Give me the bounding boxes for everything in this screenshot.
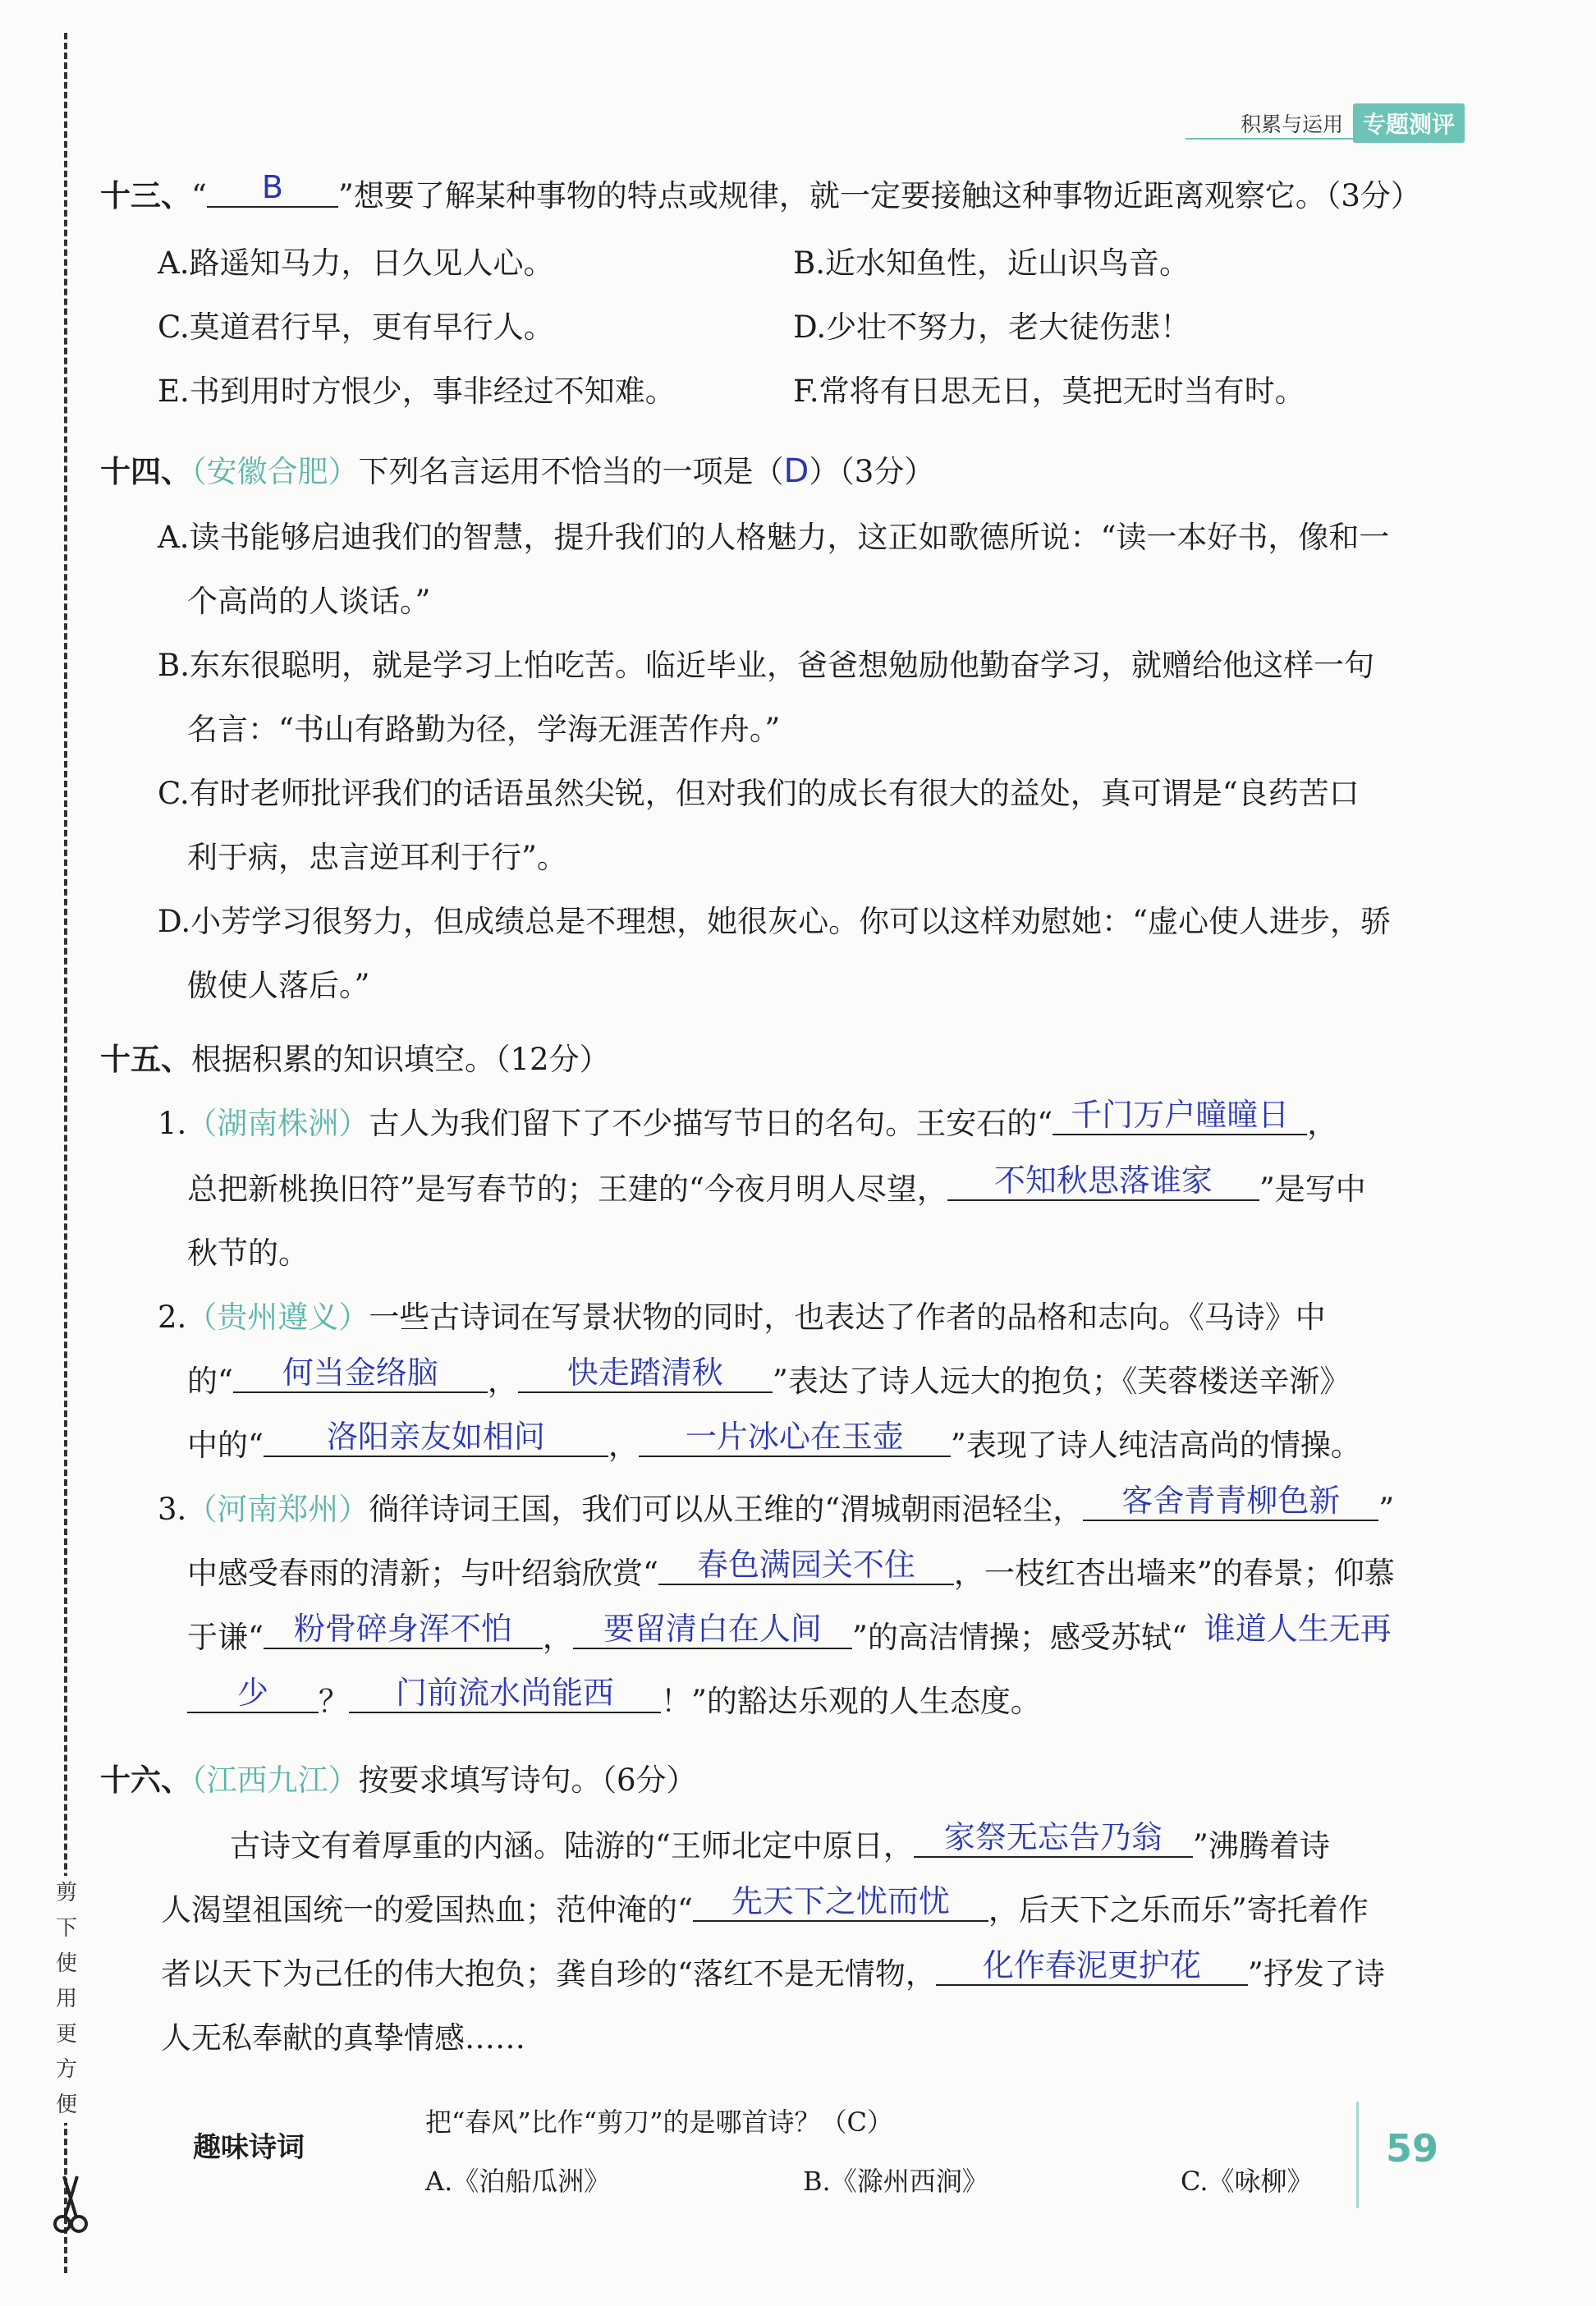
option-e: E.书到用时方恨少，事非经过不知难。 — [158, 374, 676, 409]
fun-option-b: B.《滁州西涧》 — [803, 2166, 988, 2197]
answer-blank: 快走踏清秋 — [518, 1357, 773, 1393]
question-15: 十五、根据积累的知识填空。（12分） — [100, 1041, 610, 1077]
q15-item-3-line-3: 于谦“ 粉骨碎身浑不怕 ， 要留清白在人间 ”的高洁情操；感受苏轼“ 谁道人生无再 — [187, 1612, 1409, 1657]
q15-item-3: 3.（河南郑州）徜徉诗词王国，我们可以从王维的“渭城朝雨浥轻尘， 客舍青青柳色新 ” — [158, 1483, 1395, 1527]
answer-choice: D — [783, 452, 809, 490]
answer-blank: 要留清白在人间 — [573, 1613, 852, 1649]
answer-blank: 家祭无忘告乃翁 — [914, 1822, 1193, 1858]
question-13: 十三、“ B ”想要了解某种事物的特点或规律，就一定要接触这种事物近距离观察它。（3分） — [100, 169, 1421, 213]
option-d-line-2: 傲使人落后。” — [187, 968, 370, 1003]
fun-option-c: C.《咏柳》 — [1181, 2166, 1314, 2197]
q15-item-1-line-2: 总把新桃换旧符”是写春节的；王建的“今夜月明人尽望， 不知秋思落谁家 ”是写中 — [187, 1162, 1366, 1207]
q16-line-4: 人无私奉献的真挚情感…… — [161, 2020, 525, 2056]
option-f: F.常将有日思无日，莫把无时当有时。 — [793, 374, 1305, 409]
option-b: B.近水知鱼性，近山识鸟音。 — [793, 245, 1190, 281]
scissors-icon — [53, 2171, 89, 2237]
answer-blank: 先天下之忧而忧 — [693, 1886, 988, 1922]
answer-blank: 千门万户曈曈日 — [1053, 1099, 1307, 1135]
option-b-line-2: 名言：“书山有路勤为径，学海无涯苦作舟。” — [187, 712, 781, 747]
answer-blank: 客舍青青柳色新 — [1083, 1485, 1378, 1521]
fun-poetry-title: 趣味诗词 — [193, 2131, 305, 2164]
q16-line-3: 者以天下为己任的伟大抱负；龚自珍的“落红不是无情物， 化作春泥更护花 ”抒发了诗 — [161, 1947, 1385, 1992]
option-b-line-1: B.东东很聪明，就是学习上怕吃苦。临近毕业，爸爸想勉励他勤奋学习，就赠给他这样一句 — [158, 648, 1374, 683]
q15-item-2-line-3: 中的“ 洛阳亲友如相问 ， 一片冰心在玉壶 ”表现了诗人纯洁高尚的情操。 — [187, 1419, 1361, 1463]
q16-line-2: 人渴望祖国统一的爱国热血；范仲淹的“ 先天下之忧而忧 ，后天下之乐而乐”寄托着作 — [161, 1883, 1369, 1928]
fun-poetry-question: 把“春风”比作“剪刀”的是哪首诗？（C） — [425, 2107, 893, 2138]
option-c-line-2: 利于病，忠言逆耳利于行”。 — [187, 840, 567, 875]
footer-divider — [1356, 2102, 1359, 2208]
option-d-line-1: D.小芳学习很努力，但成绩总是不理想，她很灰心。你可以这样劝慰她：“虚心使人进步，骄 — [158, 904, 1392, 939]
option-c: C.莫道君行早，更有早行人。 — [158, 309, 554, 345]
option-a-line-1: A.读书能够启迪我们的智慧，提升我们的人格魅力，这正如歌德所说：“读一本好书，像和一 — [158, 520, 1390, 555]
option-c-line-1: C.有时老师批评我们的话语虽然尖锐，但对我们的成长有很大的益处，真可谓是“良药苦口 — [158, 776, 1360, 811]
answer-blank: 粉骨碎身浑不怕 — [264, 1613, 543, 1649]
option-d: D.少壮不努力，老大徒伤悲！ — [793, 309, 1191, 345]
option-a: A.路遥知马力，日久见人心。 — [158, 245, 554, 281]
fun-option-a: A.《泊船瓜洲》 — [425, 2166, 611, 2197]
answer-blank: 少 — [187, 1677, 319, 1713]
question-14: 十四、（安徽合肥）下列名言运用不恰当的一项是（D）（3分） — [100, 452, 935, 490]
section-badge: 专题测评 — [1353, 103, 1465, 143]
section-title: 积累与运用 — [1240, 112, 1343, 136]
cut-hint: 剪 下 使 用 更 方 便 — [53, 1876, 80, 2123]
answer-blank: B — [207, 172, 338, 208]
q15-item-3-line-2: 中感受春雨的清新；与叶绍翁欣赏“ 春色满园关不住 ，一枝红杏出墙来”的春景；仰慕 — [187, 1547, 1395, 1591]
q15-item-1-line-3: 秋节的。 — [187, 1236, 309, 1271]
q16-line-1: 古诗文有着厚重的内涵。陆游的“王师北定中原日， 家祭无忘告乃翁 ”沸腾着诗 — [230, 1819, 1330, 1864]
page-number: 59 — [1386, 2126, 1439, 2171]
answer-blank: 不知秋思落谁家 — [947, 1165, 1259, 1201]
answer-blank: 谁道人生无再 — [1204, 1611, 1392, 1647]
answer-blank: 化作春泥更护花 — [936, 1950, 1248, 1986]
page-header — [1241, 103, 1465, 143]
answer-blank: 门前流水尚能西 — [349, 1677, 661, 1713]
answer-blank: 春色满园关不住 — [658, 1549, 954, 1585]
q15-item-2-line-2: 的“ 何当金络脑 ， 快走踏清秋 ”表达了诗人远大的抱负；《芙蓉楼送辛渐》 — [187, 1355, 1351, 1399]
option-a-line-2: 个高尚的人谈话。” — [187, 584, 431, 619]
q15-item-3-line-4: 少 ？ 门前流水尚能西 ！”的豁达乐观的人生态度。 — [187, 1676, 1041, 1721]
q15-item-1: 1.（湖南株洲）古人为我们留下了不少描写节日的名句。王安石的“ 千门万户曈曈日 ， — [158, 1097, 1338, 1141]
header-divider — [1186, 138, 1465, 140]
q15-item-2: 2.（贵州遵义）一些古诗词在写景状物的同时，也表达了作者的品格和志向。《马诗》中 — [158, 1300, 1326, 1335]
question-16: 十六、（江西九江）按要求填写诗句。（6分） — [100, 1762, 697, 1798]
answer-blank: 何当金络脑 — [233, 1357, 488, 1393]
answer-blank: 洛阳亲友如相问 — [264, 1421, 608, 1457]
answer-blank: 一片冰心在玉壶 — [639, 1421, 951, 1457]
